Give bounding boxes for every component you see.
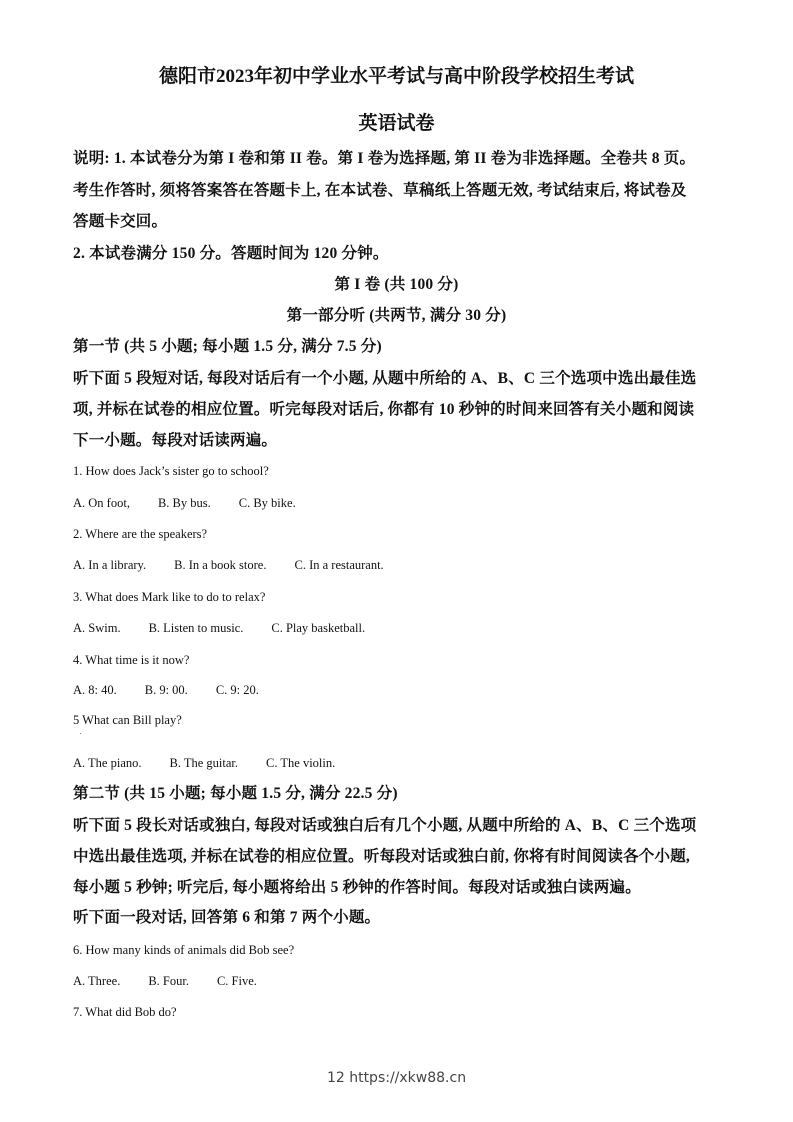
section2-directions: 中选出最佳选项, 并标在试卷的相应位置。听每段对话或独白前, 你将有时间阅读各个小题, <box>73 848 690 865</box>
section1-directions: 听下面 5 段短对话, 每段对话后有一个小题, 从题中所给的 A、B、C 三个选项中选出最佳选 <box>73 370 697 387</box>
answer-option: B. 9: 00. <box>144 683 188 697</box>
answer-option: B. By bus. <box>157 496 211 510</box>
answer-option: B. Four. <box>148 974 189 988</box>
answer-option: A. 8: 40. <box>73 683 117 697</box>
answer-option: C. In a restaurant. <box>294 558 384 572</box>
answer-option: A. The piano. <box>73 756 142 770</box>
answer-option: B. In a book store. <box>174 558 267 572</box>
question-text: 6. How many kinds of animals did Bob see? <box>73 943 295 957</box>
section2-directions: 听下面 5 段长对话或独白, 每段对话或独白后有几个小题, 从题中所给的 A、B、C 三个选项 <box>73 817 697 834</box>
instructions-line: 2. 本试卷满分 150 分。答题时间为 120 分钟。 <box>73 245 389 262</box>
stray-dot <box>80 733 81 734</box>
answer-option: C. By bike. <box>238 496 296 510</box>
page-footer: 12 https://xkw88.cn <box>326 1070 467 1086</box>
page-subtitle: 英语试卷 <box>358 113 435 134</box>
answer-option: A. On foot, <box>73 496 130 510</box>
answer-option: C. Play basketball. <box>271 621 366 635</box>
section2-heading: 第二节 (共 15 小题; 每小题 1.5 分, 满分 22.5 分) <box>73 785 398 802</box>
section1-directions: 项, 并标在试卷的相应位置。听完每段对话后, 你都有 10 秒钟的时间来回答有关小题和阅读 <box>73 401 695 418</box>
answer-options <box>73 680 287 700</box>
instructions-line: 考生作答时, 须将答案答在答题卡上, 在本试卷、草稿纸上答题无效, 考试结束后, 将试卷及 <box>73 182 687 199</box>
page-title: 德阳市2023年初中学业水平考试与高中阶段学校招生考试 <box>158 66 634 87</box>
answer-option: A. Swim. <box>73 621 121 635</box>
question-text: 1. How does Jack’s sister go to school? <box>73 464 269 478</box>
answer-option: C. Five. <box>216 974 257 988</box>
answer-options <box>73 753 363 773</box>
answer-options <box>73 971 285 991</box>
answer-option: A. In a library. <box>73 558 147 572</box>
question-text: 2. Where are the speakers? <box>73 527 208 541</box>
answer-options <box>73 555 412 575</box>
question-text: 7. What did Bob do? <box>73 1005 177 1019</box>
section1-heading: 第一节 (共 5 小题; 每小题 1.5 分, 满分 7.5 分) <box>73 338 382 355</box>
question-text: 3. What does Mark like to do to relax? <box>73 590 266 604</box>
answer-options <box>73 618 393 638</box>
section2-sub-directions: 听下面一段对话, 回答第 6 和第 7 两个小题。 <box>73 909 381 926</box>
volume-heading: 第 I 卷 (共 100 分) <box>334 276 459 293</box>
instructions-line: 答题卡交回。 <box>73 213 168 230</box>
section1-directions: 下一小题。每段对话读两遍。 <box>73 432 278 449</box>
answer-option: B. Listen to music. <box>148 621 244 635</box>
answer-option: A. Three. <box>73 974 121 988</box>
answer-option: B. The guitar. <box>169 756 239 770</box>
question-text: 5 What can Bill play? <box>73 713 182 727</box>
instructions-line: 说明: 1. 本试卷分为第 I 卷和第 II 卷。第 I 卷为选择题, 第 II 卷为非选择题。全卷共 8 页。 <box>73 150 696 167</box>
answer-option: C. 9: 20. <box>215 683 259 697</box>
answer-options <box>73 493 324 513</box>
part-heading: 第一部分听 (共两节, 满分 30 分) <box>286 307 507 324</box>
question-text: 4. What time is it now? <box>73 653 190 667</box>
answer-option: C. The violin. <box>266 756 336 770</box>
section2-directions: 每小题 5 秒钟; 听完后, 每小题将给出 5 秒钟的作答时间。每段对话或独白读两遍。 <box>73 879 641 896</box>
